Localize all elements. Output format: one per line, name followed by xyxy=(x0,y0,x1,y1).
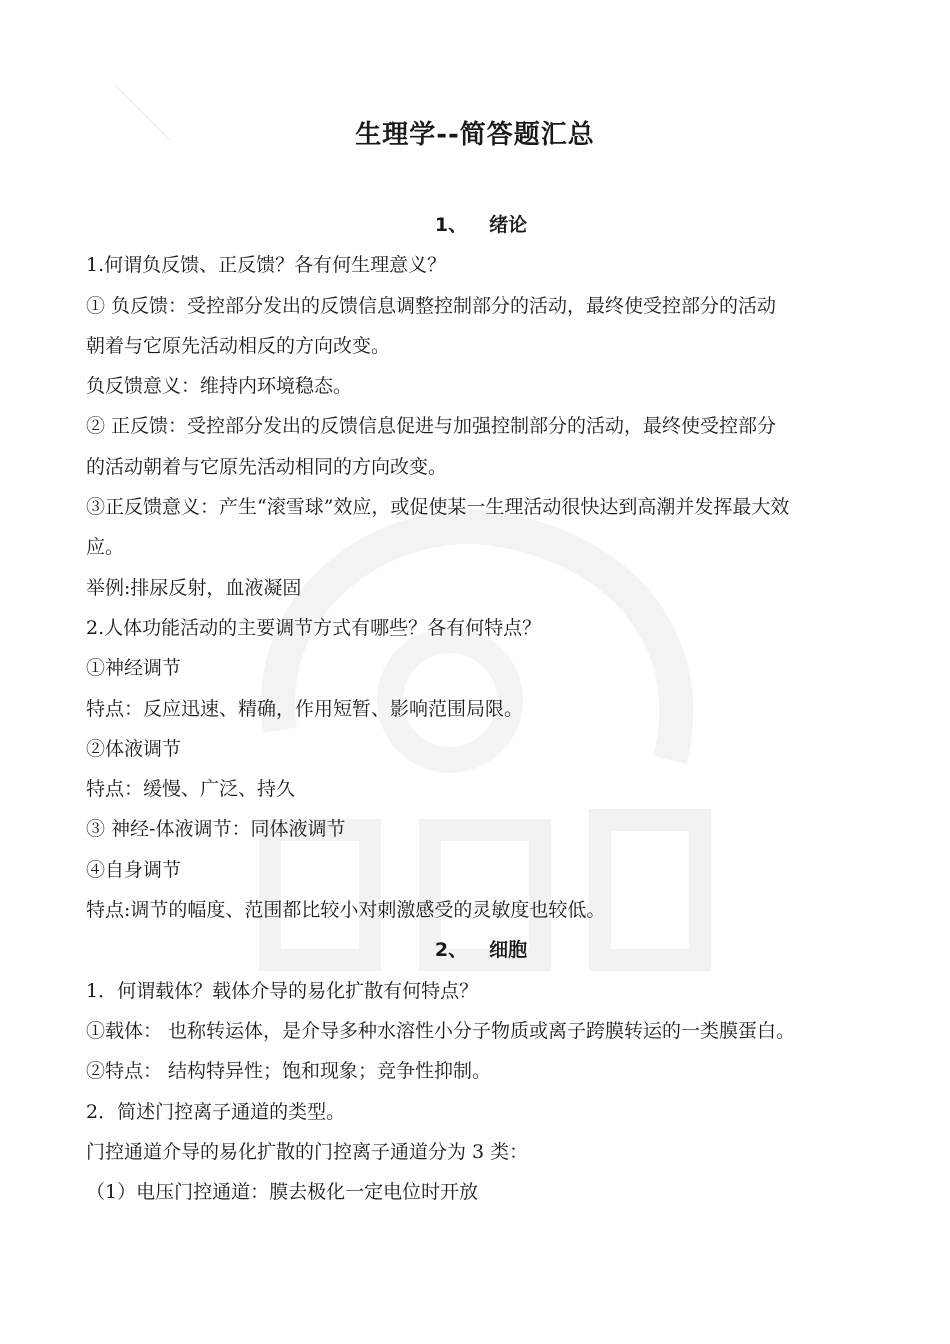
text-line: 负反馈意义：维持内环境稳态。 xyxy=(86,375,353,398)
text-line: 特点:调节的幅度、范围都比较小对刺激感受的灵敏度也较低。 xyxy=(86,899,606,922)
text-line: 的活动朝着与它原先活动相同的方向改变。 xyxy=(86,455,448,478)
text-line: 1．何谓载体？载体介导的易化扩散有何特点？ xyxy=(86,979,479,1002)
section-number: 2、 xyxy=(434,939,468,962)
text-line: ②体液调节 xyxy=(86,737,182,760)
text-line: 1.何谓负反馈、正反馈？各有何生理意义？ xyxy=(86,254,447,277)
text-line: ①神经调节 xyxy=(86,657,182,680)
section-number: 1、 xyxy=(434,214,468,236)
document-body xyxy=(86,205,876,1212)
text-line: 朝着与它原先活动相反的方向改变。 xyxy=(86,334,391,357)
text-line: ③正反馈意义：产生“滚雪球”效应，或促使某一生理活动很快达到高潮并发挥最大效 xyxy=(86,496,790,519)
text-line: 举例:排尿反射，血液凝固 xyxy=(86,576,302,599)
text-line: 特点：反应迅速、精确，作用短暂、影响范围局限。 xyxy=(86,697,524,720)
text-line: 门控通道介导的易化扩散的门控离子通道分为 3 类： xyxy=(86,1140,529,1163)
section-heading-cell xyxy=(86,930,876,970)
section-name: 细胞 xyxy=(489,939,528,962)
section-name: 绪论 xyxy=(489,214,528,236)
text-line: ①载体： 也称转运体，是介导多种水溶性小分子物质或离子跨膜转运的一类膜蛋白。 xyxy=(86,1019,796,1042)
document-title: 生理学--简答题汇总 xyxy=(355,120,595,150)
text-line: ④自身调节 xyxy=(86,858,182,881)
text-line: 2.人体功能活动的主要调节方式有哪些？各有何特点？ xyxy=(86,616,542,639)
text-line: ② 正反馈：受控部分发出的反馈信息促进与加强控制部分的活动，最终使受控部分 xyxy=(86,415,777,438)
text-line: （1）电压门控通道：膜去极化一定电位时开放 xyxy=(86,1181,479,1204)
text-line: ③ 神经-体液调节：同体液调节 xyxy=(86,818,346,841)
text-line: ②特点： 结构特异性；饱和现象；竞争性抑制。 xyxy=(86,1060,492,1083)
text-line: ① 负反馈：受控部分发出的反馈信息调整控制部分的活动，最终使受控部分的活动 xyxy=(86,294,777,317)
section-heading-intro xyxy=(86,205,876,245)
text-line: 应。 xyxy=(86,536,125,559)
text-line: 特点：缓慢、广泛、持久 xyxy=(86,778,296,801)
text-line: 2．简述门控离子通道的类型。 xyxy=(86,1100,346,1123)
